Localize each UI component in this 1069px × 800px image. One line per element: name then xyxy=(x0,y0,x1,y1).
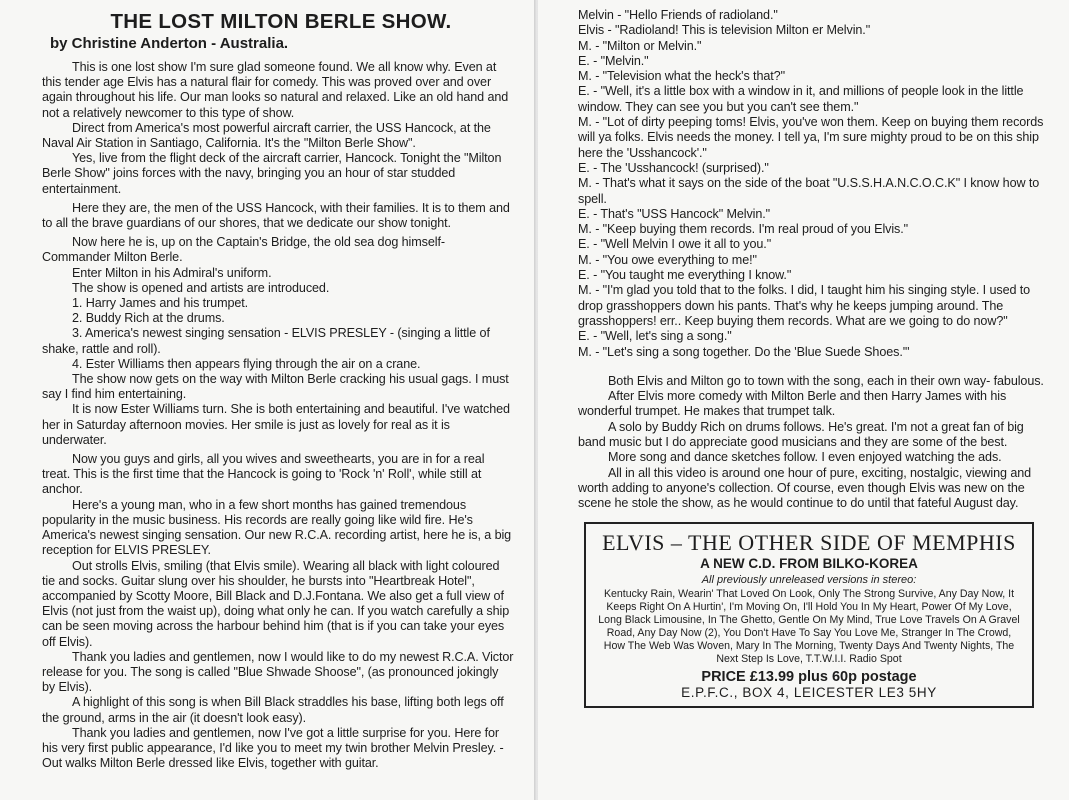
left-paragraph: It is now Ester Williams turn. She is both entertaining and beautiful. I've watched her in Saturday afternoon movies. Her smile is just as lovely for real as it is underwater. xyxy=(42,402,510,447)
article-byline: by Christine Anderton - Australia. xyxy=(50,35,289,52)
dialogue-line: E. - "You taught me everything I know." xyxy=(578,268,792,283)
dialogue-line: E. - "Well, let's sing a song." xyxy=(578,329,732,344)
cd-advertisement xyxy=(584,522,1034,708)
dialogue-line: M. - "Milton or Melvin." xyxy=(578,38,702,53)
left-paragraph: Direct from America's most powerful aircraft carrier, the USS Hancock, at the Naval Air Station in Santiago, California. It's the "Milton Berle Show". xyxy=(42,120,491,151)
right-page xyxy=(538,0,1069,800)
right-article-body xyxy=(578,374,1049,512)
dialogue-line: M. - "Television what the heck's that?" xyxy=(578,69,785,84)
dialogue-line: Melvin - "Hello Friends of radioland." xyxy=(578,8,778,22)
right-paragraph: Both Elvis and Milton go to town with the song, each in their own way- fabulous. xyxy=(608,373,1044,388)
left-paragraph: 3. America's newest singing sensation - ELVIS PRESLEY - (singing a little of shake, rattle and roll). xyxy=(42,326,490,356)
left-paragraph: Enter Milton in his Admiral's uniform. xyxy=(72,265,272,280)
dialogue-line: M. - That's what it says on the side of the boat "U.S.S.H.A.N.C.O.C.K" I know how to spell. xyxy=(578,176,1040,206)
left-paragraph: Thank you ladies and gentlemen, now I've got a little surprise for you. Here for his very first public appearance, I'd like you to meet my twin brother Melvin Presley. - Out walks Milton Berle dressed like Elvis, together with guitar. xyxy=(42,725,504,771)
ad-note: All previously unreleased versions in stereo: xyxy=(701,573,917,586)
left-paragraph: Yes, live from the flight deck of the aircraft carrier, Hancock. Tonight the "Milton Berle Show" joins forces with the navy, bringing you an hour of star studded entertainment. xyxy=(42,151,502,196)
article-title: THE LOST MILTON BERLE SHOW. xyxy=(110,10,452,33)
dialogue-line: E. - "Well Melvin I owe it all to you." xyxy=(578,237,772,252)
dialogue-line: M. - "Let's sing a song together. Do the 'Blue Suede Shoes.'" xyxy=(578,344,910,359)
left-paragraph: 2. Buddy Rich at the drums. xyxy=(72,311,225,326)
left-paragraph: 1. Harry James and his trumpet. xyxy=(72,296,249,311)
left-paragraph: Now here he is, up on the Captain's Bridge, the old sea dog himself- Commander Milton Berle. xyxy=(42,235,445,265)
right-paragraph: All in all this video is around one hour of pure, exciting, nostalgic, viewing and worth adding to anyone's collection. Of course, even though Elvis was new on the scene he stole the show, as he would continue to do until that fateful August day. xyxy=(578,465,1032,511)
ad-address: E.P.F.C., BOX 4, LEICESTER LE3 5HY xyxy=(681,684,937,700)
left-paragraph: A highlight of this song is when Bill Black straddles his base, lifting both legs off the ground, arms in the air (it doesn't look easy). xyxy=(42,695,504,725)
left-paragraph: 4. Ester Williams then appears flying through the air on a crane. xyxy=(72,356,421,371)
dialogue-block xyxy=(578,8,1049,360)
ad-price: PRICE £13.99 plus 60p postage xyxy=(701,668,917,685)
ad-title: ELVIS – THE OTHER SIDE OF MEMPHIS xyxy=(602,529,1016,555)
right-paragraph: A solo by Buddy Rich on drums follows. He's great. I'm not a great fan of big band music but I do appreciate good musicians and they are some of the best. xyxy=(578,419,1024,450)
left-paragraph: Now you guys and girls, all you wives and sweethearts, you are in for a real treat. This is the first time that the Hancock is going to 'Rock 'n' Roll', while still at anchor. xyxy=(42,452,485,497)
left-paragraph: This is one lost show I'm sure glad someone found. We all know why. Even at this tender age Elvis has a natural flair for comedy. This was proved over and over again throughout his life. Our man looks so natural and relaxed. Like an old hand and not a relatively newcomer to this type of show. xyxy=(42,60,509,120)
left-paragraph: Thank you ladies and gentlemen, now I would like to do my newest R.C.A. Victor release for you. The song is called "Blue Shwade Shoose", (as pronounced jokingly by Elvis). xyxy=(42,649,514,695)
left-paragraph: Here's a young man, who in a few short months has gained tremendous popularity in the music business. His records are really going like wild fire. He's America's newest singing sensation. Our new R.C.A. recording artist, here he is, a big reception for ELVIS PRESLEY. xyxy=(42,497,512,558)
dialogue-line: M. - "Lot of dirty peeping toms! Elvis, you've won them. Keep on buying them records will ya folks. Elvis needs the money. I tell ya, I'm sure mighty proud to be on this ship here the 'Usshancock'." xyxy=(578,115,1044,160)
dialogue-line: M. - "I'm glad you told that to the folks. I did, I taught him his singing style. I used to drop grasshoppers down his pants. That's why he keeps jumping around. The grasshoppers! err.. Keep buying them records. What are we going to do now?" xyxy=(578,283,1031,328)
right-paragraph: More song and dance sketches follow. I even enjoyed watching the ads. xyxy=(608,450,1002,465)
dialogue-line: M. - "You owe everything to me!" xyxy=(578,252,757,267)
ad-track-list: Kentucky Rain, Wearin' That Loved On Look, Only The Strong Survive, Any Day Now, It Keeps Right On A Hurtin', I'm Moving On, I'll Hold You In My Heart, Power Of My Love, Long Black Limousine, In The Ghetto, Gentle On My Mind, True Love Travels On A Gravel Road, Any Day Now (2), You Don't Have To Say You Love Me, Stranger In The Crowd, How The Web Was Woven, Mary In The Morning, Twenty Days And Twenty Nights, The Next Step Is Love, T.T.W.I.I. Radio Spot xyxy=(598,587,1020,665)
right-paragraph: After Elvis more comedy with Milton Berle and then Harry James with his wonderful trumpet. He makes that trumpet talk. xyxy=(578,389,1007,419)
dialogue-line: E. - "Melvin." xyxy=(578,53,649,68)
left-paragraph: Out strolls Elvis, smiling (that Elvis smile). Wearing all black with light coloured tie and socks. Guitar slung over his shoulder, he bursts into "Heartbreak Hotel", accompanied by Scotty Moore, Bill Black and D.J.Fontana. We also get a full view of Elvis (not just from the waist up), doing what only he can. If you watch carefully a ship can be seen moving across the harbour behind him (that is if you can take your eyes off Elvis). xyxy=(42,558,510,649)
left-article-body xyxy=(42,60,514,771)
dialogue-line: M. - "Keep buying them records. I'm real proud of you Elvis." xyxy=(578,222,909,237)
dialogue-line: E. - The 'Usshancock! (surprised)." xyxy=(578,160,769,175)
left-paragraph: Here they are, the men of the USS Hancock, with their families. It is to them and to all the brave guardians of our shores, that we dedicate our show tonight. xyxy=(42,200,510,231)
dialogue-line: E. - That's "USS Hancock" Melvin." xyxy=(578,206,771,221)
left-paragraph: The show now gets on the way with Milton Berle cracking his usual gags. I must say I find him entertaining. xyxy=(42,372,509,402)
dialogue-line: Elvis - "Radioland! This is television Milton er Melvin." xyxy=(578,23,871,38)
left-paragraph: The show is opened and artists are introduced. xyxy=(72,280,330,295)
dialogue-line: E. - "Well, it's a little box with a window in it, and millions of people look in the little window. They can see you but you can't see them." xyxy=(578,84,1024,114)
ad-subtitle: A NEW C.D. FROM BILKO-KOREA xyxy=(700,555,918,571)
